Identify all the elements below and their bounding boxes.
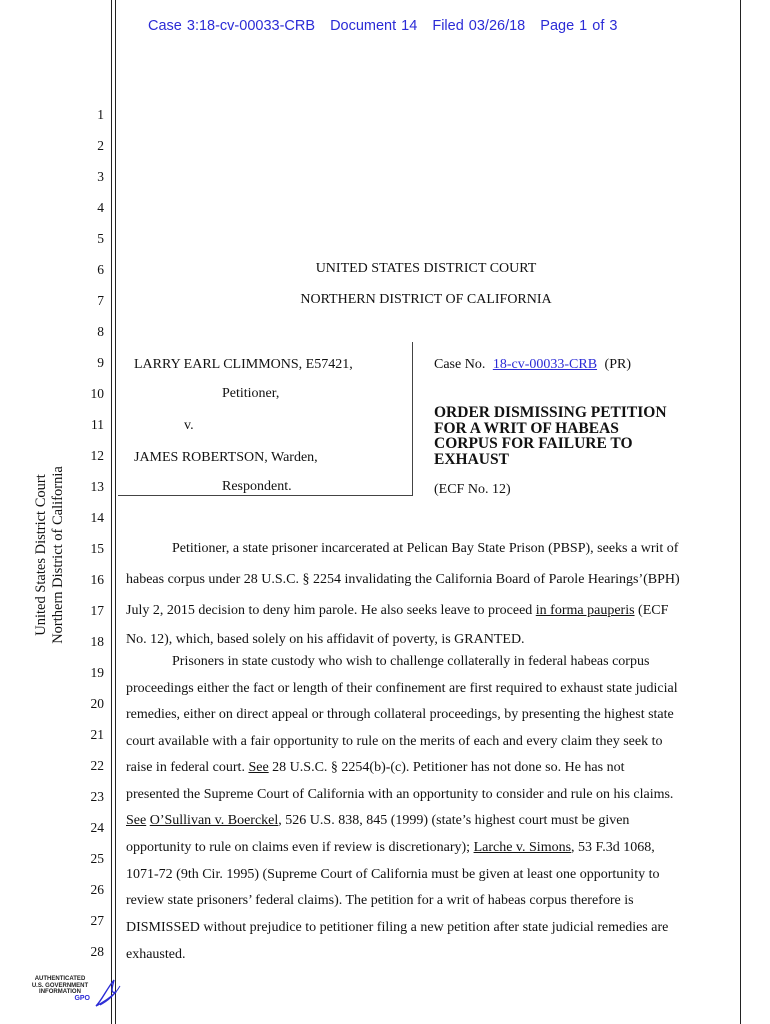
- line-number: 16: [90, 572, 104, 587]
- margin-rule-left: [111, 0, 112, 1024]
- see-signal: See: [126, 813, 147, 828]
- margin-rule-left-inner: [115, 0, 116, 1024]
- line-number: 3: [97, 169, 104, 184]
- body-para2-line10: review state prisoners’ federal claims). The petition for a writ of habeas corpus therefore is: [126, 893, 634, 908]
- line-number: 13: [90, 479, 104, 494]
- case-number-suffix: (PR): [604, 357, 631, 372]
- body-text: July 2, 2015 decision to deny him parole. He also seeks leave to proceed: [126, 603, 536, 618]
- case-number-label: Case No.: [434, 357, 486, 372]
- sidebar-court-line2: Northern District of California: [50, 466, 66, 644]
- line-number: 15: [90, 541, 104, 556]
- header-page-number: Page 1 of 3: [540, 18, 618, 34]
- body-para2-line2: proceedings either the fact or length of their confinement are first required to exhaust state judicial: [126, 681, 678, 696]
- caption-divider-vertical: [412, 342, 413, 495]
- margin-rule-right: [740, 0, 741, 1024]
- line-number: 26: [90, 882, 104, 897]
- body-line-16: habeas corpus under 28 U.S.C. § 2254 invalidating the California Board of Parole Hearings’(BPH): [126, 572, 680, 587]
- seal-text: AUTHENTICATED: [34, 976, 86, 982]
- body-text: (ECF: [634, 603, 669, 618]
- header-filed-date: Filed 03/26/18: [432, 18, 526, 34]
- document-header: [148, 18, 627, 34]
- body-para2-line7: [126, 813, 629, 829]
- body-para2-line3: remedies, either on direct appeal or through collateral proceedings, by presenting the highest state: [126, 707, 674, 722]
- header-case-number: Case 3:18-cv-00033-CRB: [148, 18, 316, 34]
- line-number: 18: [90, 634, 104, 649]
- order-title: [434, 405, 734, 467]
- line-number: 8: [97, 324, 104, 339]
- case-citation: Larche v. Simons: [473, 840, 572, 855]
- ecf-reference: (ECF No. 12): [434, 482, 511, 497]
- body-text: opportunity to rule on claims even if review is discretionary);: [126, 840, 474, 855]
- sidebar-court-line1: United States District Court: [33, 474, 49, 636]
- line-number: 5: [97, 231, 104, 246]
- body-para2-line8: [126, 840, 655, 856]
- eagle-icon: [88, 972, 128, 1012]
- gpo-authentication-seal: [30, 972, 130, 1012]
- case-number-line: [434, 357, 631, 373]
- line-number: 4: [97, 200, 104, 215]
- body-para2-line11: DISMISSED without prejudice to petitioner filing a new petition after state judicial remedies are: [126, 920, 669, 935]
- line-number: 22: [90, 758, 104, 773]
- body-para2-line9: 1071-72 (9th Cir. 1995) (Supreme Court of California must be given at least one opportunity to: [126, 867, 660, 882]
- body-text: raise in federal court.: [126, 760, 249, 775]
- line-number: 17: [90, 603, 104, 618]
- court-district: NORTHERN DISTRICT OF CALIFORNIA: [300, 292, 552, 307]
- body-line-17: [126, 603, 668, 619]
- body-para2-line5: [126, 760, 624, 776]
- caption-versus: v.: [184, 418, 194, 433]
- line-number: 2: [97, 138, 104, 153]
- line-number: 7: [97, 293, 104, 308]
- caption-divider-horizontal: [118, 495, 413, 496]
- case-citation: O’Sullivan v. Boerckel: [149, 813, 279, 828]
- line-number: 21: [90, 727, 104, 742]
- sidebar-court-name: [33, 466, 67, 644]
- line-number: 23: [90, 789, 104, 804]
- body-text: , 53 F.3d 1068,: [571, 840, 655, 855]
- body-text: 28 U.S.C. § 2254(b)-(c). Petitioner has not done so. He has not: [268, 760, 625, 775]
- seal-text: GPO: [74, 994, 90, 1002]
- body-para2-line1: Prisoners in state custody who wish to challenge collaterally in federal habeas corpus: [172, 654, 650, 669]
- order-title-line: FOR A WRIT OF HABEAS: [434, 419, 619, 437]
- caption-petitioner-role: Petitioner,: [222, 386, 280, 401]
- seal-text: INFORMATION: [39, 989, 81, 995]
- case-number-link[interactable]: 18-cv-00033-CRB: [492, 357, 598, 372]
- order-title-line: CORPUS FOR FAILURE TO: [434, 435, 633, 452]
- line-number: 12: [90, 448, 104, 463]
- body-para2-line12: exhausted.: [126, 947, 186, 962]
- body-para2-line4: court available with a fair opportunity to rule on the merits of each and every claim they seek to: [126, 734, 663, 749]
- line-number: 9: [97, 355, 104, 370]
- line-number: 20: [90, 696, 104, 711]
- body-line-15: Petitioner, a state prisoner incarcerated at Pelican Bay State Prison (PBSP), seeks a writ of: [172, 541, 679, 556]
- body-text: , 526 U.S. 838, 845 (1999) (state’s highest court must be given: [278, 813, 630, 828]
- ifp-phrase: in forma pauperis: [535, 603, 635, 618]
- caption-respondent-role: Respondent.: [222, 479, 292, 494]
- line-number: 28: [90, 944, 104, 959]
- seal-text: U.S. GOVERNMENT: [31, 982, 89, 989]
- line-number: 6: [97, 262, 104, 277]
- line-number: 24: [90, 820, 104, 835]
- line-number: 25: [90, 851, 104, 866]
- line-number: 14: [90, 510, 104, 525]
- header-document-number: Document 14: [330, 18, 418, 34]
- body-para2-line6: presented the Supreme Court of California with an opportunity to consider and rule on his claims.: [126, 787, 674, 802]
- line-number: 10: [90, 386, 104, 401]
- line-number: 19: [90, 665, 104, 680]
- order-title-line: EXHAUST: [434, 450, 509, 468]
- caption-respondent: JAMES ROBERTSON, Warden,: [134, 450, 318, 465]
- caption-petitioner: LARRY EARL CLIMMONS, E57421,: [134, 357, 353, 372]
- order-title-line: ORDER DISMISSING PETITION: [434, 404, 667, 421]
- body-line-18: No. 12), which, based solely on his affidavit of poverty, is GRANTED.: [126, 632, 525, 647]
- see-signal: See: [248, 760, 269, 775]
- line-number: 1: [97, 107, 104, 122]
- line-number: 11: [91, 417, 104, 432]
- line-number: 27: [90, 913, 104, 928]
- court-name: UNITED STATES DISTRICT COURT: [315, 261, 537, 276]
